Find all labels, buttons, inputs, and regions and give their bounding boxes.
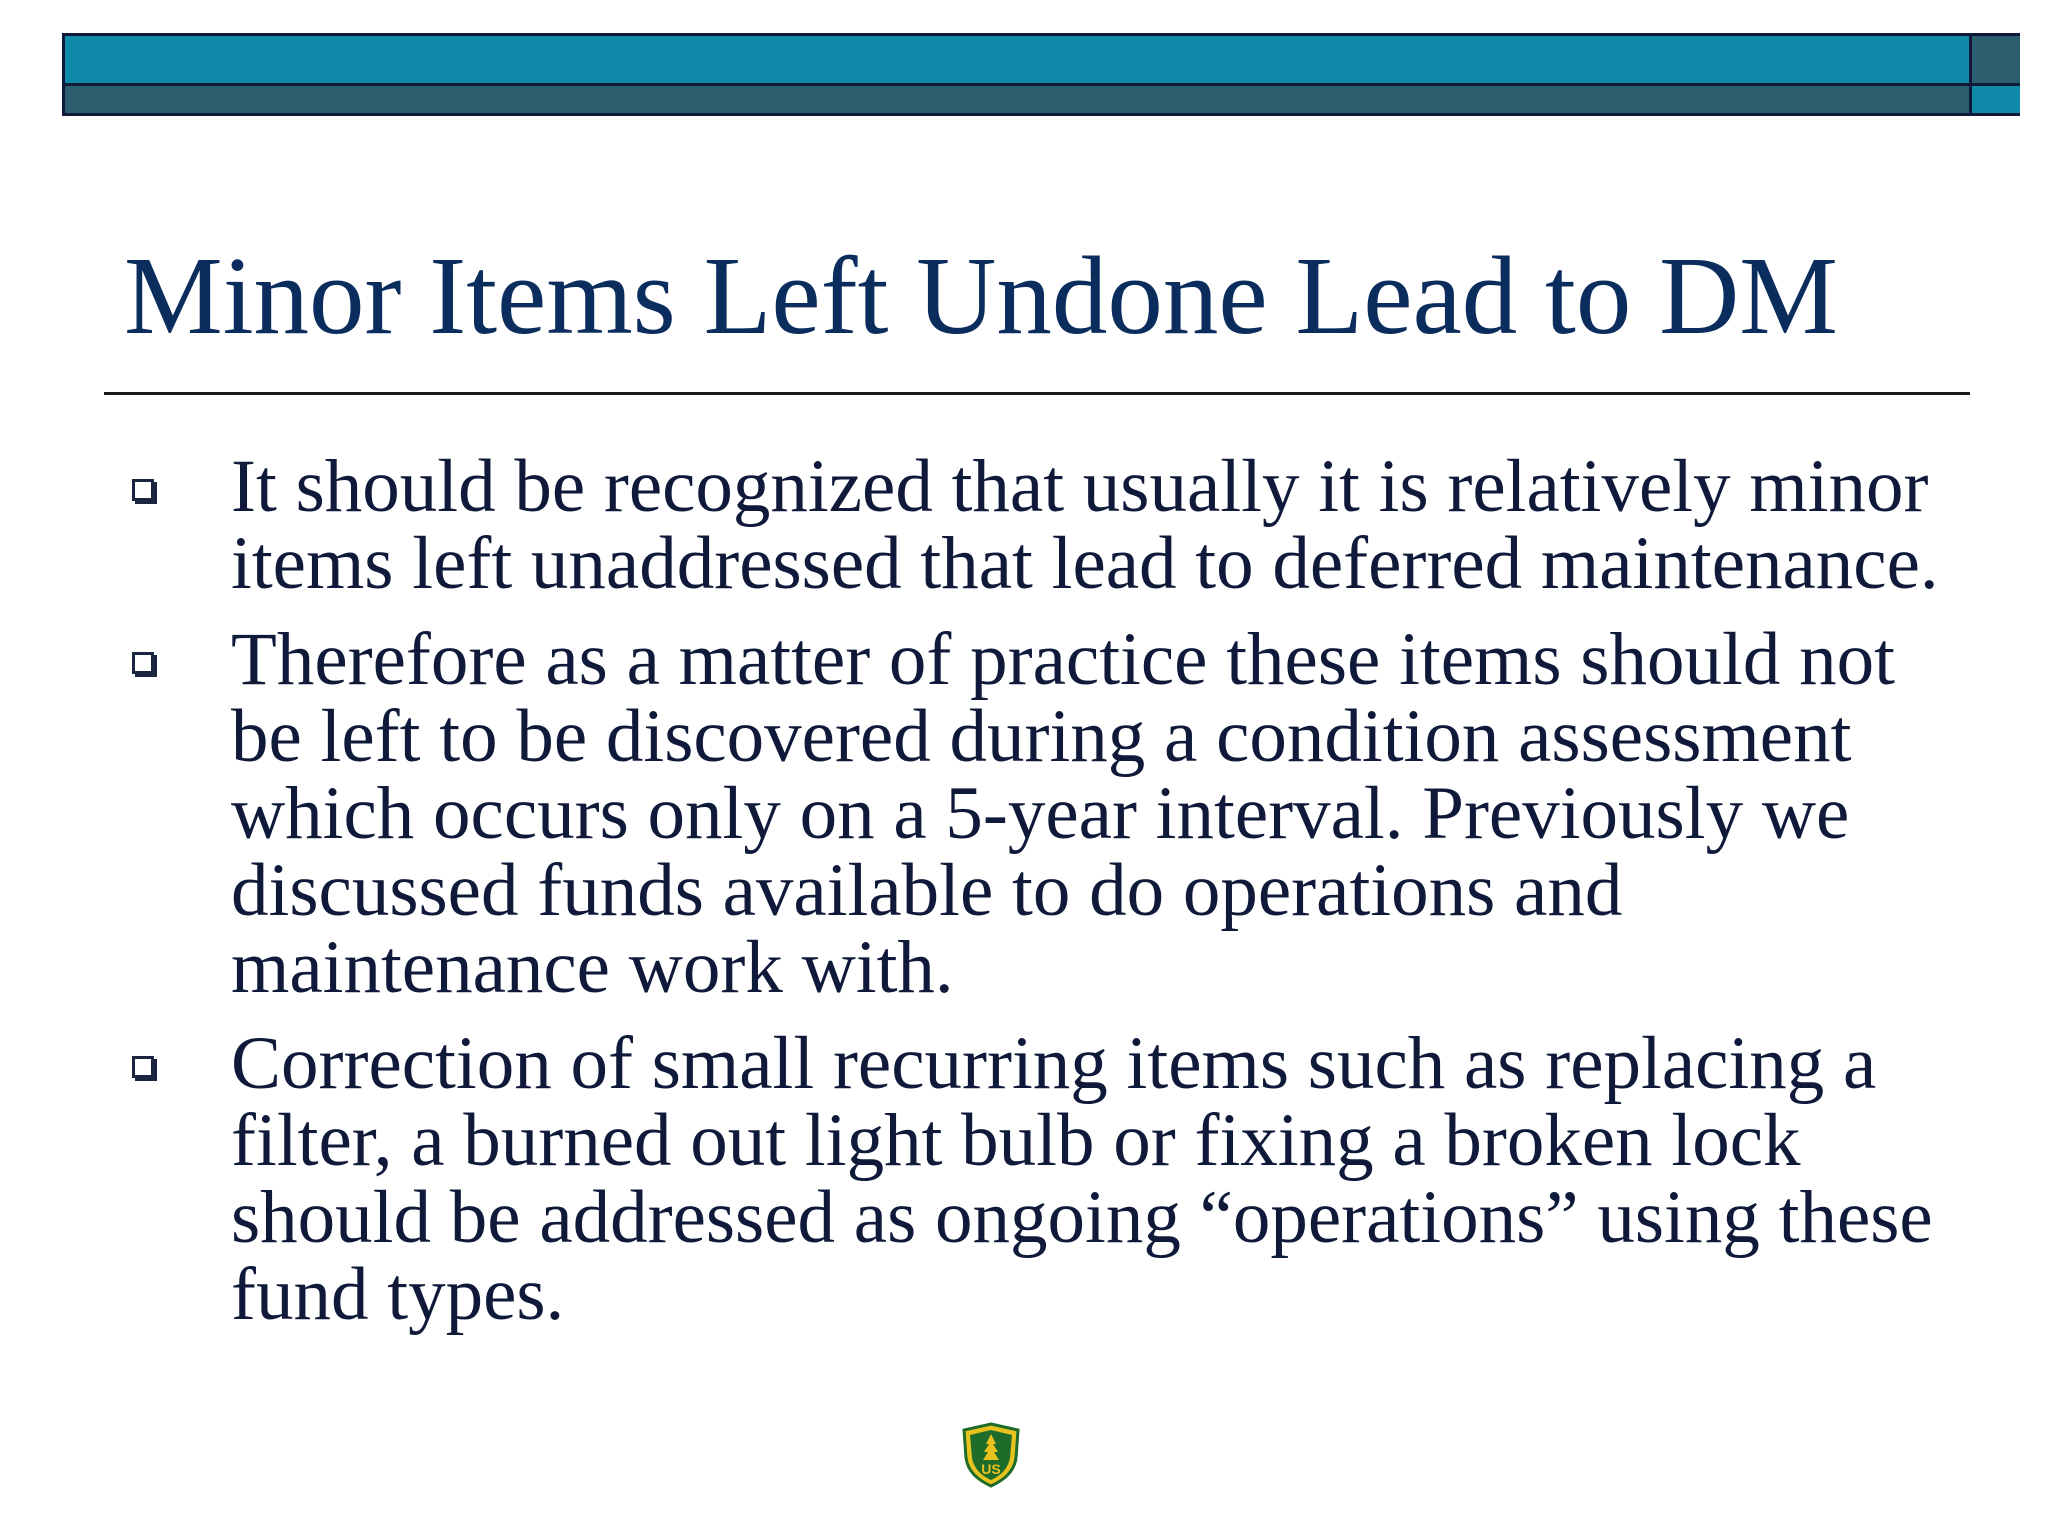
- checkbox-bullet-icon: [132, 1056, 154, 1078]
- checkbox-bullet-icon: [132, 479, 154, 501]
- title-divider: [104, 392, 1970, 395]
- bullet-item: [128, 1022, 1958, 1336]
- top-bar-corner-block-upper: [1969, 36, 2020, 86]
- bullet-list: [128, 445, 1958, 1352]
- top-decorative-bar: [62, 33, 2020, 116]
- top-bar-upper-band: [65, 36, 1969, 86]
- bullet-item: [128, 445, 1958, 605]
- slide-title: Minor Items Left Undone Lead to DM: [124, 235, 1838, 358]
- top-bar-corner-block-lower: [1969, 86, 2020, 113]
- checkbox-bullet-icon: [132, 652, 154, 674]
- bullet-item: [128, 618, 1958, 1009]
- top-bar-lower-band: [65, 86, 1969, 113]
- forest-service-shield-icon: [960, 1422, 1022, 1488]
- bullet-text: Therefore as a matter of practice these items should not be left to be discovered during a condition assessment which occurs only on a 5-year interval. Previously we discussed funds available to do operations and maintenance work with.: [231, 618, 1895, 1009]
- bullet-text: Correction of small recurring items such as replacing a filter, a burned out light bulb or fixing a broken lock should be addressed as ongoing “operations” using these fund types.: [231, 1022, 1933, 1336]
- bullet-text: It should be recognized that usually it is relatively minor items left unaddressed that lead to deferred maintenance.: [231, 445, 1939, 605]
- logo-text: US: [981, 1461, 1001, 1477]
